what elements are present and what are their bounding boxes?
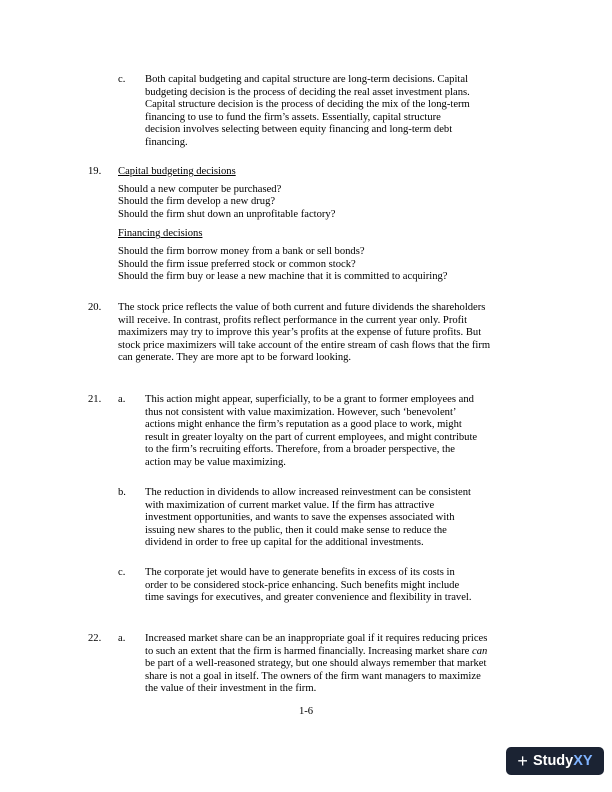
- text-line: The corporate jet would have to generate benefits in excess of its costs in: [145, 567, 455, 578]
- text-line: [145, 646, 487, 659]
- text-line: budgeting decision is the process of deciding the real asset investment plans.: [145, 86, 470, 98]
- item-22-number: 22.: [88, 633, 102, 644]
- text-line: can generate. They are more apt to be forward looking.: [118, 352, 352, 364]
- emphasis-text: can: [472, 645, 488, 657]
- text-line: action may be value maximizing.: [145, 456, 286, 468]
- item-21b-text: [145, 487, 471, 550]
- text-line: be part of a well-reasoned strategy, but one should always remember that market: [145, 658, 487, 670]
- studyxy-badge[interactable]: [506, 747, 604, 775]
- text-line: Should the firm borrow money from a bank or sell bonds?: [118, 245, 365, 257]
- text-line: dividend in order to free up capital for the additional investments.: [145, 537, 424, 549]
- text-line: financing to use to fund the firm’s assets. Essentially, capital structure: [145, 111, 441, 123]
- item-22a-text: [145, 633, 487, 696]
- text-line: Should a new computer be purchased?: [118, 183, 282, 195]
- text-line: to the firm’s recruiting efforts. Therefore, from a broader perspective, the: [145, 444, 455, 456]
- text-line: Should the firm develop a new drug?: [118, 196, 276, 208]
- item-18c-text: [145, 74, 470, 150]
- item-18c-letter: c.: [118, 74, 126, 85]
- text-line: will receive. In contrast, profits reflect performance in the current year only. Profit: [118, 314, 468, 326]
- financing-heading: Financing decisions: [118, 228, 203, 240]
- text-line: with maximization of current market value. If the firm has attractive: [145, 499, 435, 511]
- item-21a-letter: a.: [118, 394, 126, 405]
- item-20-text: [118, 302, 490, 365]
- brand-main: Study: [532, 752, 574, 769]
- text-line: result in greater loyalty on the part of current employees, and might contribute: [145, 431, 478, 443]
- text-line: stock price maximizers will take account of the entire stream of cash flows that the firm: [118, 339, 491, 351]
- text-line: investment opportunities, and wants to save the expenses associated with: [145, 512, 455, 524]
- text-line: the value of their investment in the firm.: [145, 683, 317, 695]
- item-19-text: [118, 166, 448, 284]
- text-line: financing.: [145, 136, 188, 148]
- text-line: Should the firm issue preferred stock or common stock?: [118, 258, 356, 270]
- brand-accent: XY: [573, 752, 593, 769]
- text-line: Both capital budgeting and capital structure are long-term decisions. Capital: [145, 74, 469, 85]
- text-line: Capital structure decision is the process of deciding the mix of the long-term: [145, 99, 470, 111]
- text-line: This action might appear, superficially, to be a grant to former employees and: [145, 394, 474, 405]
- text-line: actions might enhance the firm’s reputation as a good place to work, might: [145, 419, 462, 431]
- text-line: Should the firm shut down an unprofitable factory?: [118, 208, 336, 220]
- item-21c-letter: c.: [118, 567, 126, 578]
- text-line: Should the firm buy or lease a new machine that it is committed to acquiring?: [118, 271, 448, 283]
- item-19-number: 19.: [88, 166, 102, 177]
- plus-icon: +: [517, 751, 528, 771]
- text-line: The stock price reflects the value of both current and future dividends the shareholders: [118, 302, 486, 313]
- item-20-number: 20.: [88, 302, 102, 313]
- text-line: decision involves selecting between equity financing and long-term debt: [145, 124, 453, 136]
- text-line: Increased market share can be an inappropriate goal if it requires reducing prices: [145, 633, 488, 644]
- text-line: thus not consistent with value maximization. However, such ‘benevolent’: [145, 406, 457, 418]
- text-line: issuing new shares to the public, then it could make sense to reduce the: [145, 524, 447, 536]
- text-line: time savings for executives, and greater convenience and flexibility in travel.: [145, 592, 472, 604]
- item-21-number: 21.: [88, 394, 102, 405]
- page-number: 1-6: [298, 706, 314, 717]
- text-line: order to be considered stock-price enhancing. Such benefits might include: [145, 579, 460, 591]
- item-22a-letter: a.: [118, 633, 126, 644]
- text-line: The reduction in dividends to allow increased reinvestment can be consistent: [145, 487, 471, 498]
- text-line: maximizers may try to improve this year’s profits at the expense of future profits. But: [118, 327, 482, 339]
- item-21c-text: [145, 567, 472, 605]
- item-21a-text: [145, 394, 477, 470]
- text-line: share is not a goal in itself. The owners of the firm want managers to maximize: [145, 670, 481, 682]
- capital-budgeting-heading: Capital budgeting decisions: [118, 166, 236, 177]
- text-segment: to such an extent that the firm is harmed financially. Increasing market share: [145, 645, 470, 657]
- item-21b-letter: b.: [118, 487, 126, 498]
